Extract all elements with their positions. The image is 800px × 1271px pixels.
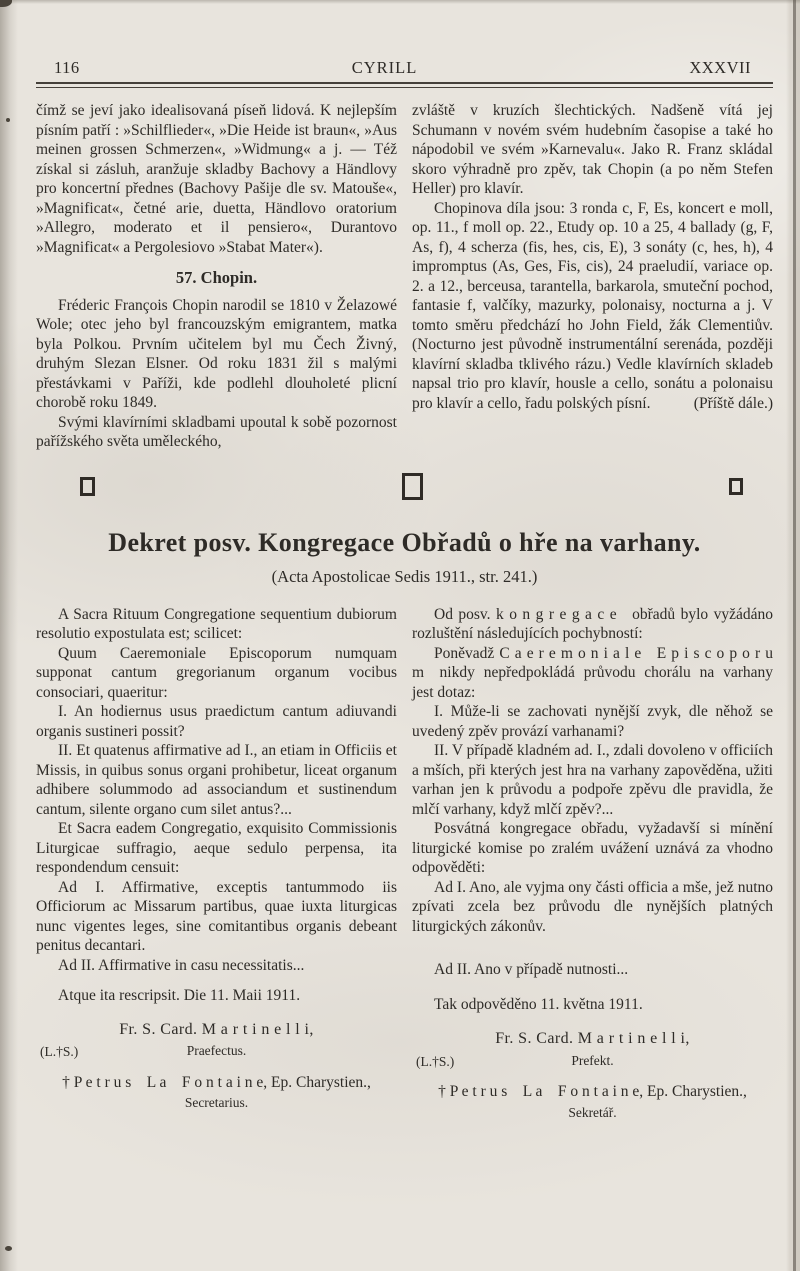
seal-row — [36, 1041, 397, 1061]
signature-block — [36, 1020, 397, 1113]
article-left-column — [36, 101, 397, 452]
seal-row — [412, 1051, 773, 1071]
signatory-role: Prefekt. — [571, 1052, 614, 1068]
article-right-column — [412, 101, 773, 452]
secretary-name: † P e t r u s L a F o n t a i n e, Ep. Charystien., — [62, 1073, 371, 1091]
paragraph: Ad I. Affirmative, exceptis tantummodo iis Officiorum ac Missarum partibus, quae iuxta liturgicas nunc vigentes leges, sine comitantibus organis debeant penitus decantari. — [36, 878, 397, 954]
paragraph: Posvátná kongregace obřadu, vyžadavší si mínění liturgické komise po zralém uvážení uznává za vhodno odpověděti: — [412, 820, 773, 876]
paragraph: Poněvadž C a e r e m o n i a l e E p i s c o p o r u m nikdy nepředpokládá průvodu chorálu na varhany jest dotaz: — [412, 644, 773, 701]
paragraph: Svými klavírními skladbami upoutal k sobě pozornost pařížského světa uměleckého, — [36, 413, 397, 450]
signatory-role: Praefectus. — [186, 1043, 247, 1058]
secretary-role: Secretarius. — [184, 1095, 249, 1110]
secretary-name: † P e t r u s L a F o n t a i n e, Ep. Charystien., — [438, 1083, 747, 1100]
hollow-square-icon — [402, 473, 423, 500]
hollow-square-icon — [729, 478, 743, 495]
paragraph: II. Et quatenus affirmative ad I., an etiam in Officiis et Missis, in quibus sonus organi prohibetur, liceat organum adhibere solummodo ad associandum et sustinendum cantum, silente organo cum silet antus?... — [36, 742, 397, 818]
paragraph: A Sacra Rituum Congregatione sequentium dubiorum resolutio expostulata est; scilicet: — [36, 605, 397, 642]
decree-section — [36, 605, 773, 1123]
article-section — [36, 101, 773, 452]
paragraph: I. Může-li se zachovati nynější zvyk, dle něhož se uvedený zpěv provází varhanami? — [412, 703, 773, 740]
paragraph: Tak odpověděno 11. května 1911. — [434, 995, 643, 1013]
paragraph: Ad II. Ano v případě nutnosti... — [434, 961, 629, 978]
secretary-role: Sekretář. — [568, 1104, 617, 1120]
page-number: 116 — [54, 58, 80, 77]
masthead-rule — [36, 82, 773, 88]
paragraph: Ad I. Ano, ale vyjma ony části officia a mše, jež nutno zpívati zcela bez průvodu dle nynějších platných liturgických zákonův. — [412, 878, 773, 935]
decree-title: Dekret posv. Kongregace Obřadů o hře na varhany. — [108, 527, 701, 557]
paragraph: Fréderic François Chopin narodil se 1810 v Želazowé Wole; otec jeho byl francouzským emigrantem, matka byla Polkou. Prvním učitelem byl mu Čech Živný, druhým Slezan Elsner. Od roku 1831 žil s malými přestávkami v Paříži, kde podlehl dlouholeté plicní chorobě roku 1849. — [36, 296, 397, 411]
continuation-note: (Příště dále.) — [693, 394, 773, 412]
paragraph: Quum Caeremoniale Episcoporum numquam supponat cantum gregorianum organum vocibus consociari, quaeritur: — [36, 644, 397, 701]
chapter-heading: 57. Chopin. — [175, 268, 258, 287]
paragraph: Od posv. k o n g r e g a c e obřadů bylo vyžádáno rozluštění následujících pochybností: — [412, 605, 773, 642]
decree-czech-column — [412, 605, 773, 1123]
decree-latin-column — [36, 605, 397, 1123]
paragraph-text: Chopinova díla jsou: 3 ronda c, F, Es, koncert e moll, op. 11., f moll op. 22., Etudy op. 10 a 25, 4 ballady (g, F, As, f), 4 scherza (fis, hes, cis, E), 3 sonáty (c, hes, h), 4 impromptus (As, Ges, Fis, cis), 24 praeludií, variace op. 2. a 12., berceusa, tarantella, barkarola, smuteční pochod, fantasie f, valčíky, mazurky, polonaisy, nocturna a j. V tomto směru předchází ho John Field, žák Clementiův. (Nocturno jest původně instrumentální serenáda, později klavírní skladba tklivého rázu.) Vedle klavírních skladeb napsal trio pro klavír, housle a cello, sonátu a polonaisu pro klavír a cello, řadu polských písní. — [412, 199, 773, 412]
masthead — [36, 58, 773, 78]
signatory-name: Fr. S. Card. M a r t i n e l l i, — [119, 1020, 314, 1038]
paragraph: čímž se jeví jako idealisovaná píseň lidová. K nejlepším písním patří : »Schilflieder«, »Die Heide ist braun«, »Aus meinen grossen Schmerzen«, »Widmung« a j. — Též získal si zásluh, aranžuje skladby Bachovy a Händlovy pro koncertní přednes (Bachovy Pašije dle sv. Matouše«, »Magnificat«, četné arie, duetta, Händlovo oratorium »Allegro, moderato et il pensiero«, Durantovo »Magnificat« a Pergolesiovo »Stabat Mater«). — [36, 102, 397, 256]
journal-title: CYRILL — [351, 58, 418, 77]
paragraph: Ad II. Affirmative in casu necessitatis... — [58, 956, 305, 974]
section-divider — [80, 472, 743, 502]
paragraph: Et Sacra eadem Congregatio, exquisito Commissionis Liturgicae suffragio, aeque sedulo perpensa, ita respondendum censuit: — [36, 820, 397, 876]
paragraph: zvláště v kruzích šlechtických. Nadšeně vítá jej Schumann v novém svém hudebním časopise a také ho nápodobil ve svém »Karnevalu«. Jako R. Franz skládal skoro výhradně pro zpěv, tak Chopin (a po něm Stefen Heller) pro klavír. — [412, 102, 773, 197]
signatory-name: Fr. S. Card. M a r t i n e l l i, — [495, 1030, 690, 1047]
hollow-square-icon — [80, 477, 95, 496]
paragraph: II. V případě kladném ad. I., zdali dovoleno v officiích a mších, při kterých jest hra na varhany zapověděna, užiti varhan jen k průvodu a podpoře zpěvu dle pravidla, že mlčí varhany, když mlčí zpěv?... — [412, 742, 773, 818]
paragraph — [412, 199, 773, 414]
seal-mark: (L.†S.) — [40, 1044, 79, 1059]
signature-block — [412, 1029, 773, 1122]
decree-source-citation: (Acta Apostolicae Sedis 1911., str. 241.) — [271, 566, 538, 586]
paper-speck — [5, 1246, 12, 1251]
paragraph: I. An hodiernus usus praedictum cantum adiuvandi organis sustineri possit? — [36, 703, 397, 740]
volume-number: XXXVII — [689, 58, 751, 77]
seal-mark: (L.†S.) — [416, 1053, 455, 1069]
paragraph: Atque ita rescripsit. Die 11. Maii 1911. — [58, 987, 301, 1004]
